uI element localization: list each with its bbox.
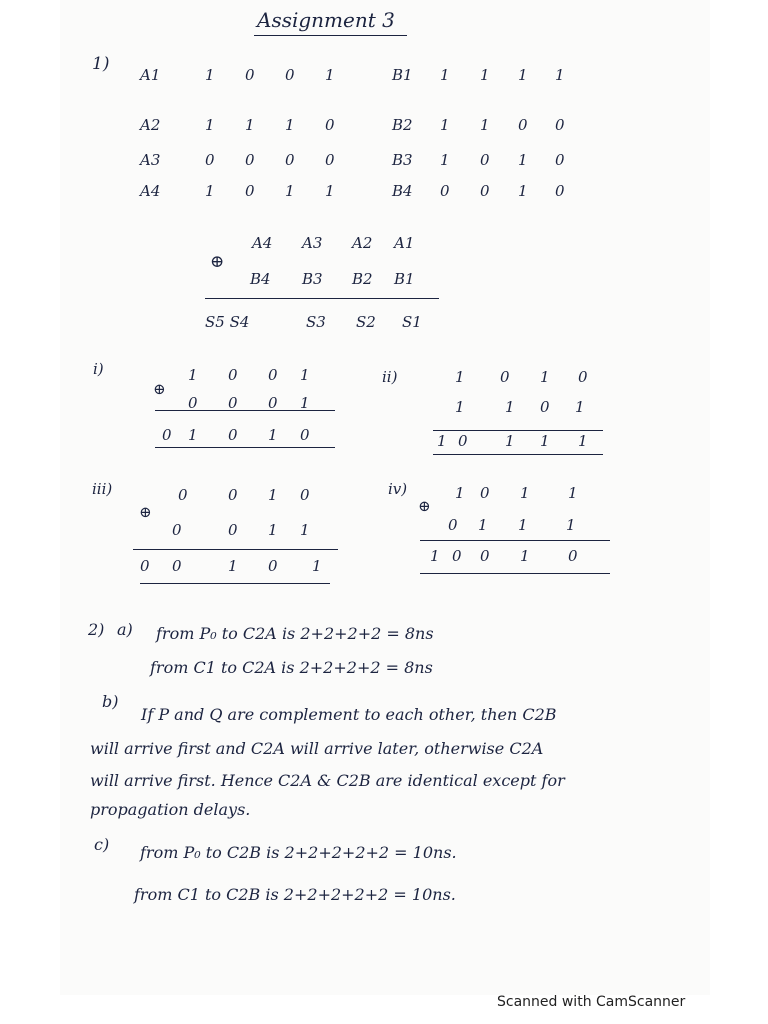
part-sum-bit: 0 (452, 547, 462, 565)
a-bit: 0 (325, 116, 335, 134)
part-addend-2-bit: 1 (268, 521, 278, 539)
part-addend-1-bit: 1 (455, 368, 465, 386)
question-2-number: 2) (88, 620, 105, 639)
question-2a-label: a) (117, 620, 133, 639)
part-addend-2-bit: 0 (172, 521, 182, 539)
a-bit: 1 (205, 66, 215, 84)
b-bit: 0 (480, 151, 490, 169)
part-addend-1-bit: 0 (178, 486, 188, 504)
part-sum-bit: 0 (140, 557, 150, 575)
b-bit: 0 (555, 182, 565, 200)
part-sum-bit: 0 (458, 432, 468, 450)
b-bit: 0 (480, 182, 490, 200)
scanner-watermark: Scanned with CamScanner (497, 994, 686, 1010)
addition-rule (205, 298, 439, 299)
b-bit: 0 (440, 182, 450, 200)
q2c-line-1: from P₀ to C2B is 2+2+2+2+2 = 10ns. (140, 843, 457, 862)
part-addend-2-bit: 1 (505, 398, 515, 416)
q2b-line-4: propagation delays. (90, 800, 251, 819)
part-addend-2-bit: 0 (268, 394, 278, 412)
part-addend-1-bit: 0 (578, 368, 588, 386)
part-addend-1-bit: 0 (480, 484, 490, 502)
q2b-line-3: will arrive first. Hence C2A & C2B are identical except for (90, 771, 565, 790)
question-1-number: 1) (92, 54, 110, 74)
a-bit: 0 (245, 182, 255, 200)
part-addend-1-bit: 1 (540, 368, 550, 386)
part-sum-rule-bottom (155, 447, 335, 448)
b-bit: 1 (440, 116, 450, 134)
question-2c-label: c) (94, 835, 110, 854)
part-addend-2-bit: 0 (228, 394, 238, 412)
part-sum-bit: 0 (228, 426, 238, 444)
part-label: i) (93, 360, 104, 378)
part-addend-1-bit: 1 (568, 484, 578, 502)
part-addend-1-bit: 0 (228, 486, 238, 504)
addition-bottom-term: B4 (250, 270, 271, 288)
part-addend-2-bit: 1 (455, 398, 465, 416)
b-bit: 1 (518, 66, 528, 84)
a-bit: 1 (285, 116, 295, 134)
part-addend-2-bit: 1 (518, 516, 528, 534)
addition-bottom-term: B3 (302, 270, 323, 288)
part-sum-bit: 1 (578, 432, 588, 450)
part-addend-1-bit: 0 (268, 366, 278, 384)
a-row-label: A1 (140, 66, 161, 84)
part-label: iii) (92, 480, 113, 498)
part-sum-rule-bottom (140, 583, 330, 584)
part-addend-1-bit: 1 (520, 484, 530, 502)
part-sum-bit: 1 (188, 426, 198, 444)
a-row-label: A3 (140, 151, 161, 169)
b-row-label: B3 (392, 151, 413, 169)
a-bit: 1 (205, 182, 215, 200)
part-label: iv) (388, 480, 408, 498)
addition-result-term: S1 (402, 313, 422, 331)
b-bit: 1 (555, 66, 565, 84)
part-addend-2-bit: 1 (300, 521, 310, 539)
a-bit: 1 (245, 116, 255, 134)
part-addend-2-bit: 0 (540, 398, 550, 416)
part-sum-bit: 0 (268, 557, 278, 575)
xor-operator-icon: ⊕ (418, 497, 431, 515)
b-bit: 1 (480, 66, 490, 84)
part-addend-2-bit: 0 (188, 394, 198, 412)
addition-top-term: A4 (252, 234, 273, 252)
b-row-label: B1 (392, 66, 413, 84)
b-row-label: B2 (392, 116, 413, 134)
a-bit: 0 (245, 151, 255, 169)
addition-result-term: S2 (356, 313, 376, 331)
part-sum-bit: 1 (430, 547, 440, 565)
b-bit: 1 (480, 116, 490, 134)
a-bit: 0 (285, 66, 295, 84)
part-addend-2-bit: 1 (300, 394, 310, 412)
part-sum-rule-top (433, 430, 603, 431)
part-sum-bit: 1 (268, 426, 278, 444)
a-bit: 0 (285, 151, 295, 169)
a-bit: 1 (325, 66, 335, 84)
part-addend-2-bit: 1 (478, 516, 488, 534)
addition-top-term: A2 (352, 234, 373, 252)
part-sum-bit: 0 (172, 557, 182, 575)
part-addend-1-bit: 1 (300, 366, 310, 384)
a-bit: 0 (325, 151, 335, 169)
part-addend-1-bit: 1 (268, 486, 278, 504)
addition-top-term: A3 (302, 234, 323, 252)
part-addend-2-bit: 1 (575, 398, 585, 416)
part-sum-rule-top (420, 540, 610, 541)
b-row-label: B4 (392, 182, 413, 200)
part-label: ii) (382, 368, 398, 386)
xor-operator-icon: ⊕ (210, 252, 225, 272)
part-sum-bit: 1 (437, 432, 447, 450)
part-sum-rule-top (155, 410, 335, 411)
part-addend-2-bit: 1 (566, 516, 576, 534)
q2b-line-2: will arrive first and C2A will arrive later, otherwise C2A (90, 739, 544, 758)
b-bit: 0 (518, 116, 528, 134)
addition-result-term: S5 S4 (205, 313, 250, 331)
q2b-line-1: If P and Q are complement to each other, then C2B (141, 705, 557, 724)
addition-bottom-term: B1 (394, 270, 415, 288)
q2a-line-2: from C1 to C2A is 2+2+2+2 = 8ns (150, 658, 433, 677)
a-bit: 1 (285, 182, 295, 200)
part-addend-1-bit: 0 (300, 486, 310, 504)
b-bit: 1 (440, 66, 450, 84)
b-bit: 1 (440, 151, 450, 169)
b-bit: 0 (555, 116, 565, 134)
addition-result-term: S3 (306, 313, 326, 331)
q2a-line-1: from P₀ to C2A is 2+2+2+2 = 8ns (156, 624, 434, 643)
part-addend-1-bit: 0 (500, 368, 510, 386)
a-row-label: A4 (140, 182, 161, 200)
part-sum-bit: 1 (540, 432, 550, 450)
part-sum-bit: 1 (505, 432, 515, 450)
a-bit: 0 (205, 151, 215, 169)
part-sum-bit: 1 (520, 547, 530, 565)
title-underline (254, 35, 407, 36)
a-bit: 1 (205, 116, 215, 134)
part-sum-bit: 0 (568, 547, 578, 565)
a-row-label: A2 (140, 116, 161, 134)
part-sum-bit: 0 (300, 426, 310, 444)
part-sum-rule-top (133, 549, 338, 550)
addition-bottom-term: B2 (352, 270, 373, 288)
part-addend-2-bit: 0 (228, 521, 238, 539)
part-addend-1-bit: 1 (188, 366, 198, 384)
a-bit: 0 (245, 66, 255, 84)
part-sum-bit: 1 (312, 557, 322, 575)
part-addend-1-bit: 0 (228, 366, 238, 384)
xor-operator-icon: ⊕ (153, 380, 166, 398)
part-sum-bit: 0 (480, 547, 490, 565)
xor-operator-icon: ⊕ (139, 503, 152, 521)
addition-top-term: A1 (394, 234, 415, 252)
q2c-line-2: from C1 to C2B is 2+2+2+2+2 = 10ns. (134, 885, 456, 904)
b-bit: 1 (518, 151, 528, 169)
b-bit: 1 (518, 182, 528, 200)
part-sum-bit: 0 (162, 426, 172, 444)
part-addend-1-bit: 1 (455, 484, 465, 502)
part-sum-rule-bottom (420, 573, 610, 574)
b-bit: 0 (555, 151, 565, 169)
a-bit: 1 (325, 182, 335, 200)
page-title: Assignment 3 (257, 8, 395, 32)
question-2b-label: b) (102, 692, 119, 711)
part-addend-2-bit: 0 (448, 516, 458, 534)
part-sum-rule-bottom (433, 454, 603, 455)
part-sum-bit: 1 (228, 557, 238, 575)
